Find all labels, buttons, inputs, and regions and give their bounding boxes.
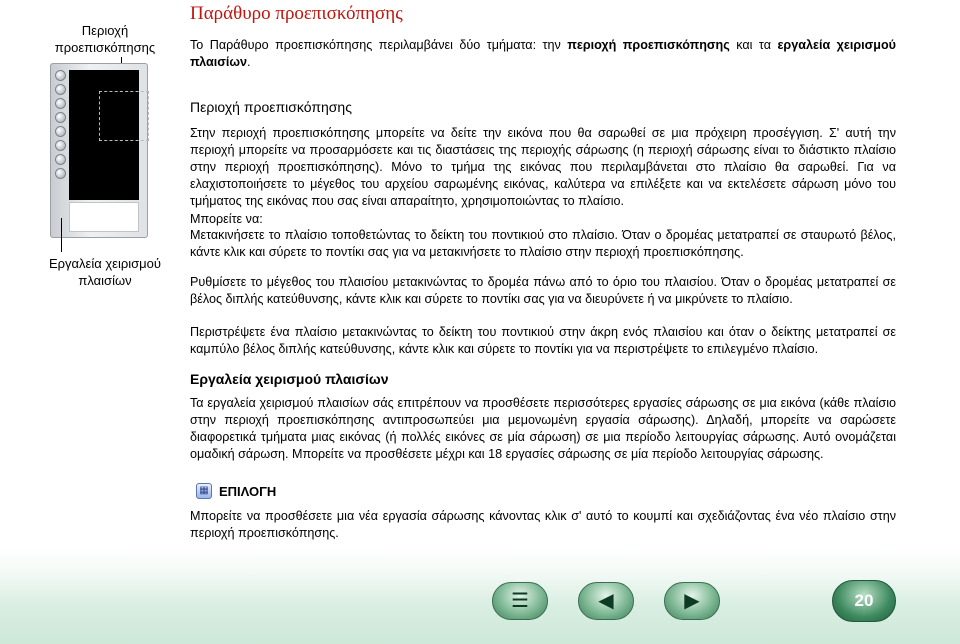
- toc-button[interactable]: [492, 582, 548, 620]
- frame-tools-heading: Εργαλεία χειρισμού πλαισίων: [190, 371, 389, 387]
- back-button[interactable]: [578, 582, 634, 620]
- page-number-badge: [832, 580, 896, 622]
- frame-tool-icon: [55, 70, 66, 81]
- intro-bold-preview-area: περιοχή προεπισκόπησης: [567, 38, 730, 52]
- resize-frame-paragraph: Ρυθμίσετε το μέγεθος του πλαισίου μετακινώντας το δρομέα πάνω από το όριο του πλαισίου. Όταν ο δρομέας μετατραπεί σε βέλος διπλής κατεύθυνσης, κάντε κλικ και σύρετε το ποντίκι σας για να διευρύνετε ή να μικρύνετε το πλαίσιο.: [190, 275, 896, 306]
- page-number: 20: [854, 591, 874, 610]
- frame-tool-icon: ▦: [196, 483, 212, 499]
- frame-tool-icon: [55, 154, 66, 165]
- preview-area-paragraph: Στην περιοχή προεπισκόπησης μπορείτε να δείτε την εικόνα που θα σαρωθεί σε μια πρόχειρη προσέγγιση. Σ' αυτή την περιοχή μπορείτε να προσαρμόσετε και τις διαστάσεις της περιοχής σάρωσης (η περιοχή σάρωσης είναι το διάστικτο πλαίσιο στην περιοχή προεπισκόπησης). Μόνο το τμήμα της εικόνας που περιλαμβάνεται στο πλαίσιο θα σαρωθεί. Για να ελαχιστοποιήσετε το μέγεθος του αρχείου σαρωμένης εικόνας, καλύτερα να επιλέξετε και να εκτελέσετε σάρωση μόνο του τμήματος της εικόνας που σας είναι απαραίτητο, χρησιμοποιώντας το πλαίσιο.: [190, 126, 896, 208]
- preview-window-illustration: [50, 63, 148, 238]
- frame-tool-icon: [55, 168, 66, 179]
- preview-area-illustration: [69, 70, 139, 200]
- tip-title: ΕΠΙΛΟΓΗ: [219, 483, 277, 499]
- scan-frame-marquee: [99, 91, 149, 141]
- preview-area-callout-label: Περιοχή προεπισκόπησης: [54, 23, 156, 55]
- list-icon: ☰: [511, 590, 529, 612]
- frame-tool-icon: [55, 84, 66, 95]
- intro-text: και τα: [736, 38, 771, 52]
- move-frame-paragraph: Μετακινήσετε το πλαίσιο τοποθετώντας το δείκτη του ποντικιού στο πλαίσιο. Όταν ο δρομέας μετατραπεί σε σταυρωτό βέλος, κάντε κλικ και σύρετε το ποντίκι σας για να μετακινήσετε το πλαίσιο στην περιοχή προεπισκόπησης.: [190, 228, 896, 259]
- frame-tools-paragraph: Τα εργαλεία χειρισμού πλαισίων σάς επιτρέπουν να προσθέσετε περισσότερες εργασίες σάρωσης σε μια εικόνα (κάθε πλαίσιο στην περιοχή προεπισκόπησης αντιπροσωπεύει μια μεμονωμένη εργασία σάρωσης). Δηλαδή, μπορείτε να σαρώσετε διαφορετικά τμήματα μιας εικόνας (ή πολλές εικόνες σε μία σάρωση) σε μια περίοδο λειτουργίας σάρωσης. Αυτό ονομάζεται ομαδική σάρωση. Μπορείτε να προσθέσετε μέχρι και 18 εργασίες σάρωσης σε μία περίοδο λειτουργίας σάρωσης.: [190, 396, 896, 461]
- callout-line-tools: [61, 218, 62, 252]
- you-can-paragraph: Μπορείτε να:: [190, 212, 263, 226]
- page-title: Παράθυρο προεπισκόπησης: [190, 3, 403, 24]
- frame-tool-icon: [55, 126, 66, 137]
- forward-button[interactable]: [664, 582, 720, 620]
- rotate-frame-paragraph: Περιστρέψετε ένα πλαίσιο μετακινώντας το δείκτη του ποντικιού στην άκρη ενός πλαισίου και όταν ο δείκτης μετατραπεί σε καμπύλο βέλος διπλής κατεύθυνσης, κάντε κλικ και σύρετε το ποντίκι για να περιστρέψετε το επιλεγμένο πλαίσιο.: [190, 325, 896, 356]
- frame-tool-icon: [55, 112, 66, 123]
- preview-area-heading: Περιοχή προεπισκόπησης: [190, 99, 352, 115]
- intro-text: Το Παράθυρο προεπισκόπησης περιλαμβάνει δύο τμήματα: την: [190, 38, 561, 52]
- footer-navigation: [0, 548, 960, 644]
- forward-arrow-icon: ▶: [684, 590, 700, 612]
- tip-paragraph: Μπορείτε να προσθέσετε μια νέα εργασία σάρωσης κάνοντας κλικ σ' αυτό το κουμπί και σχεδιάζοντας ένα νέο πλαίσιο στην περιοχή προεπισκόπησης.: [190, 509, 896, 540]
- intro-bold-frame-tools: εργαλεία χειρισμού πλαισίων: [190, 38, 896, 69]
- frame-tools-strip: [55, 70, 69, 179]
- intro-paragraph: [190, 37, 896, 71]
- frame-tool-icon: [55, 98, 66, 109]
- frame-tool-icon: [55, 140, 66, 151]
- frame-tools-callout-label: Εργαλεία χειρισμού πλαισίων: [48, 256, 162, 288]
- intro-text: .: [247, 55, 251, 69]
- tip-header: [196, 483, 276, 499]
- preview-bottom-panel: [69, 202, 139, 232]
- back-arrow-icon: ◀: [598, 590, 614, 612]
